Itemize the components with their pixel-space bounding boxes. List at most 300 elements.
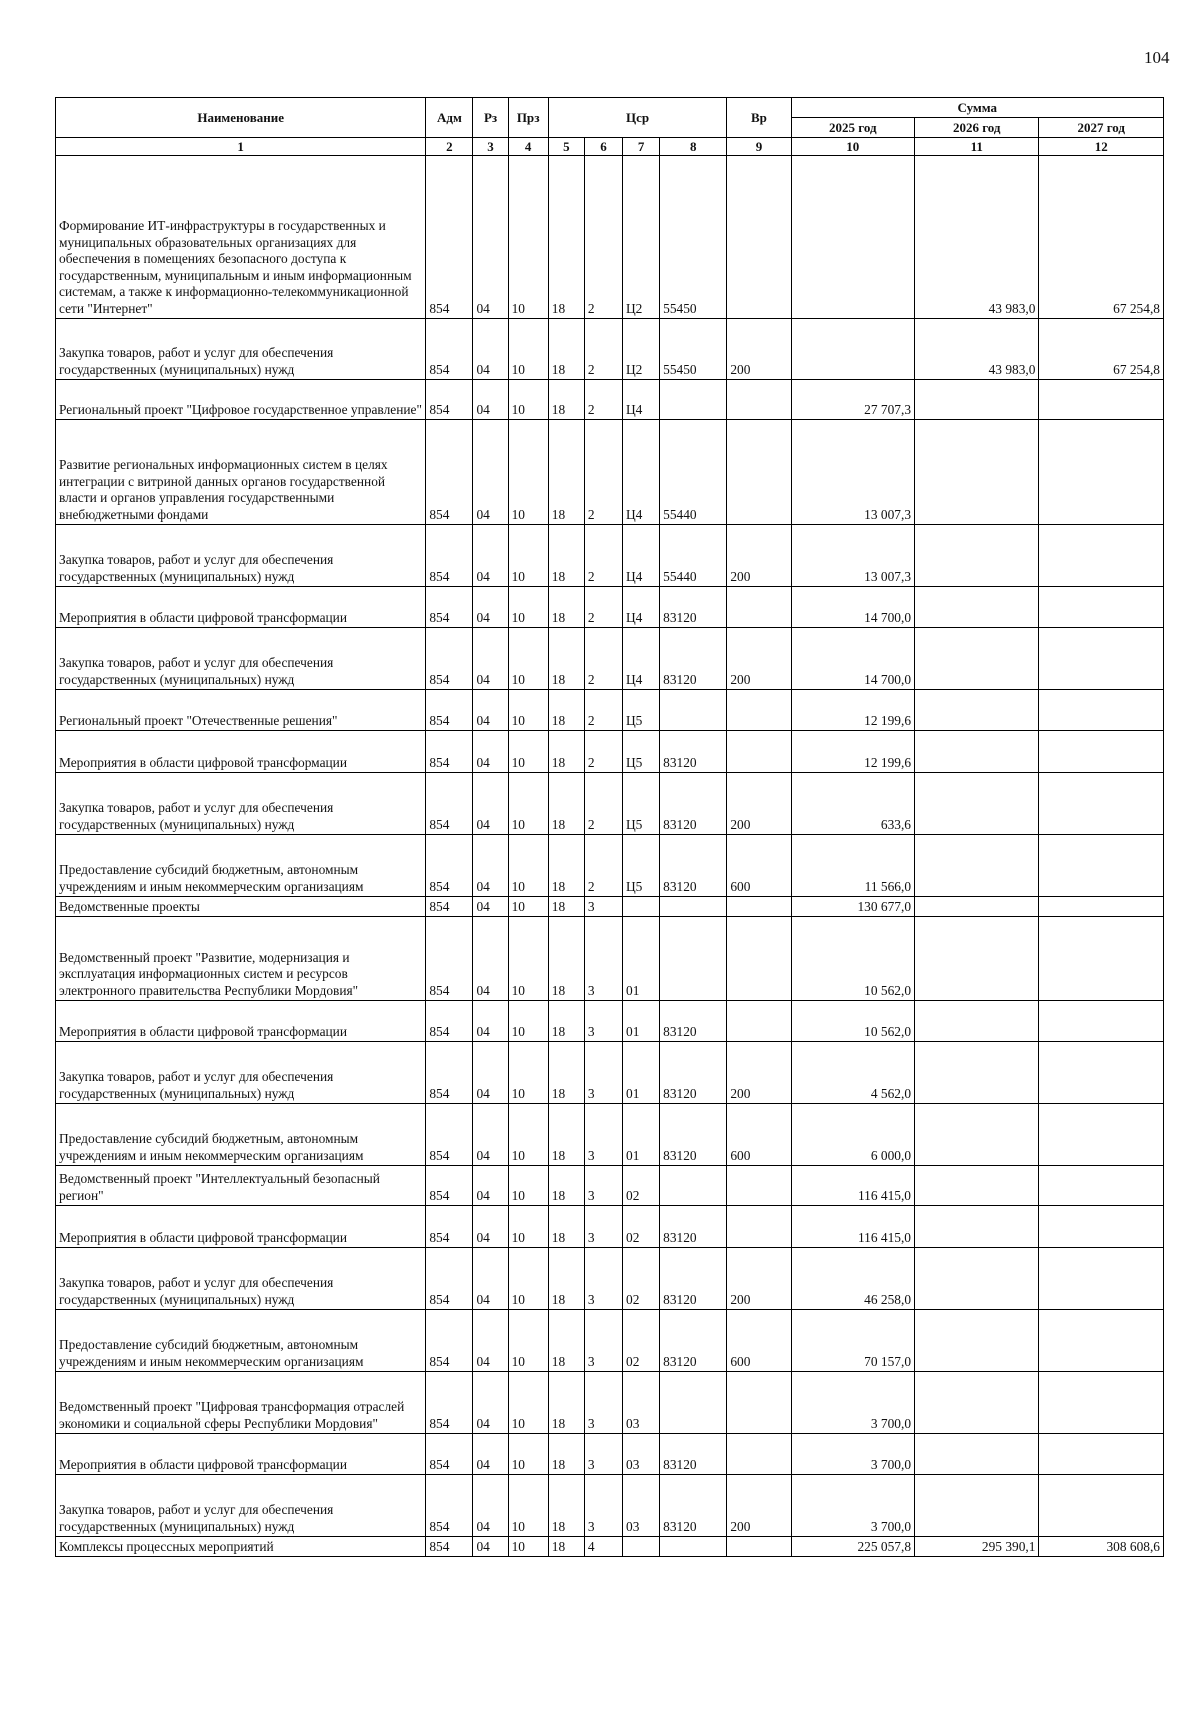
cell-csr-1: 18 [548, 156, 584, 319]
cell-2025: 6 000,0 [791, 1104, 914, 1166]
cell-adm: 854 [426, 525, 473, 587]
table-row [56, 1001, 1164, 1042]
cell-name: Закупка товаров, работ и услуг для обеспечения государственных (муниципальных) нужд [56, 1042, 426, 1104]
cell-csr-4: 83120 [660, 1206, 727, 1248]
cell-adm: 854 [426, 1104, 473, 1166]
cell-vr [727, 156, 791, 319]
cell-csr-3: 03 [623, 1475, 660, 1537]
cell-csr-3: Ц4 [623, 380, 660, 420]
cell-csr-3: 01 [623, 1001, 660, 1042]
cell-adm: 854 [426, 897, 473, 917]
cell-2026 [915, 1001, 1039, 1042]
cell-prz: 10 [508, 1042, 548, 1104]
cell-2026 [915, 1310, 1039, 1372]
cell-adm: 854 [426, 835, 473, 897]
cell-prz: 10 [508, 897, 548, 917]
cell-csr-4: 55450 [660, 319, 727, 380]
cell-csr-4 [660, 917, 727, 1001]
cell-adm: 854 [426, 1434, 473, 1475]
cell-csr-1: 18 [548, 731, 584, 773]
cell-rz: 04 [473, 525, 508, 587]
cell-2025: 633,6 [791, 773, 914, 835]
cell-2026 [915, 690, 1039, 731]
cell-name: Закупка товаров, работ и услуг для обеспечения государственных (муниципальных) нужд [56, 1475, 426, 1537]
cell-name: Мероприятия в области цифровой трансформации [56, 731, 426, 773]
cell-csr-4: 83120 [660, 773, 727, 835]
cell-name: Мероприятия в области цифровой трансформации [56, 1434, 426, 1475]
budget-table [55, 97, 1164, 1557]
cell-csr-2: 2 [584, 525, 622, 587]
cell-name: Закупка товаров, работ и услуг для обеспечения государственных (муниципальных) нужд [56, 773, 426, 835]
cell-csr-1: 18 [548, 380, 584, 420]
cell-prz: 10 [508, 319, 548, 380]
cell-2027 [1039, 1104, 1164, 1166]
cell-rz: 04 [473, 156, 508, 319]
cell-2026 [915, 1475, 1039, 1537]
cell-2027 [1039, 1434, 1164, 1475]
table-row [56, 380, 1164, 420]
cell-adm: 854 [426, 917, 473, 1001]
cell-prz: 10 [508, 1206, 548, 1248]
cell-rz: 04 [473, 690, 508, 731]
cell-csr-4: 83120 [660, 628, 727, 690]
cell-csr-4 [660, 897, 727, 917]
table-row [56, 1206, 1164, 1248]
cell-2027 [1039, 1310, 1164, 1372]
cell-adm: 854 [426, 156, 473, 319]
cell-name: Предоставление субсидий бюджетным, автономным учреждениям и иным некоммерческим организациям [56, 1310, 426, 1372]
table-row [56, 1537, 1164, 1557]
cell-csr-2: 3 [584, 1166, 622, 1206]
cell-name: Ведомственные проекты [56, 897, 426, 917]
cell-prz: 10 [508, 1001, 548, 1042]
cell-csr-4: 83120 [660, 1434, 727, 1475]
cell-prz: 10 [508, 1537, 548, 1557]
cell-rz: 04 [473, 731, 508, 773]
header-row [56, 98, 1164, 118]
table-row [56, 897, 1164, 917]
cell-2027 [1039, 380, 1164, 420]
table-row [56, 1104, 1164, 1166]
cell-2025: 10 562,0 [791, 917, 914, 1001]
cell-2026 [915, 1434, 1039, 1475]
cell-rz: 04 [473, 380, 508, 420]
cell-vr [727, 1537, 791, 1557]
cell-prz: 10 [508, 1434, 548, 1475]
cell-vr [727, 897, 791, 917]
cell-adm: 854 [426, 731, 473, 773]
cell-2026 [915, 525, 1039, 587]
cell-2026 [915, 917, 1039, 1001]
cell-2025: 3 700,0 [791, 1372, 914, 1434]
cell-2025: 46 258,0 [791, 1248, 914, 1310]
column-number: 8 [660, 138, 727, 156]
cell-2025: 70 157,0 [791, 1310, 914, 1372]
cell-csr-2: 4 [584, 1537, 622, 1557]
cell-csr-3: Ц5 [623, 773, 660, 835]
cell-csr-3: 02 [623, 1166, 660, 1206]
cell-csr-2: 3 [584, 1434, 622, 1475]
cell-csr-2: 3 [584, 897, 622, 917]
cell-csr-1: 18 [548, 1001, 584, 1042]
cell-rz: 04 [473, 1104, 508, 1166]
cell-rz: 04 [473, 1001, 508, 1042]
cell-2027 [1039, 1166, 1164, 1206]
cell-csr-1: 18 [548, 897, 584, 917]
cell-name: Предоставление субсидий бюджетным, автономным учреждениям и иным некоммерческим организациям [56, 835, 426, 897]
cell-csr-1: 18 [548, 1248, 584, 1310]
cell-2027 [1039, 1475, 1164, 1537]
cell-prz: 10 [508, 1166, 548, 1206]
cell-prz: 10 [508, 1248, 548, 1310]
cell-csr-1: 18 [548, 917, 584, 1001]
cell-adm: 854 [426, 1310, 473, 1372]
cell-rz: 04 [473, 1475, 508, 1537]
cell-csr-4 [660, 690, 727, 731]
table-row [56, 1166, 1164, 1206]
cell-name: Закупка товаров, работ и услуг для обеспечения государственных (муниципальных) нужд [56, 628, 426, 690]
cell-csr-4: 83120 [660, 835, 727, 897]
cell-adm: 854 [426, 1206, 473, 1248]
cell-2027 [1039, 835, 1164, 897]
cell-csr-2: 2 [584, 156, 622, 319]
table-row [56, 1248, 1164, 1310]
cell-2027 [1039, 1248, 1164, 1310]
cell-csr-1: 18 [548, 1104, 584, 1166]
cell-vr [727, 1001, 791, 1042]
cell-csr-1: 18 [548, 1475, 584, 1537]
cell-vr: 200 [727, 1248, 791, 1310]
cell-csr-3: Ц2 [623, 156, 660, 319]
cell-vr: 600 [727, 1104, 791, 1166]
cell-2025: 116 415,0 [791, 1166, 914, 1206]
cell-csr-4: 83120 [660, 587, 727, 628]
cell-name: Закупка товаров, работ и услуг для обеспечения государственных (муниципальных) нужд [56, 319, 426, 380]
cell-csr-3: 03 [623, 1434, 660, 1475]
cell-2026 [915, 628, 1039, 690]
table-body [56, 156, 1164, 1557]
cell-adm: 854 [426, 1001, 473, 1042]
table-row [56, 525, 1164, 587]
cell-vr [727, 420, 791, 525]
header-adm: Адм [426, 98, 473, 138]
cell-rz: 04 [473, 1537, 508, 1557]
column-number: 10 [791, 138, 914, 156]
cell-adm: 854 [426, 1248, 473, 1310]
cell-csr-2: 2 [584, 420, 622, 525]
cell-2026: 295 390,1 [915, 1537, 1039, 1557]
cell-rz: 04 [473, 319, 508, 380]
cell-2025: 225 057,8 [791, 1537, 914, 1557]
cell-csr-4: 83120 [660, 731, 727, 773]
cell-csr-2: 3 [584, 1001, 622, 1042]
cell-2026 [915, 1248, 1039, 1310]
cell-csr-1: 18 [548, 420, 584, 525]
column-numbers-row [56, 138, 1164, 156]
header-csr: Цср [548, 98, 727, 138]
cell-vr [727, 731, 791, 773]
cell-2026 [915, 731, 1039, 773]
cell-csr-3: Ц5 [623, 690, 660, 731]
header-prz: Прз [508, 98, 548, 138]
header-2025: 2025 год [791, 118, 914, 138]
cell-name: Мероприятия в области цифровой трансформации [56, 1206, 426, 1248]
cell-vr: 200 [727, 319, 791, 380]
cell-csr-2: 2 [584, 690, 622, 731]
cell-csr-3: Ц4 [623, 420, 660, 525]
cell-name: Мероприятия в области цифровой трансформации [56, 587, 426, 628]
cell-2025: 14 700,0 [791, 587, 914, 628]
cell-name: Мероприятия в области цифровой трансформации [56, 1001, 426, 1042]
column-number: 2 [426, 138, 473, 156]
cell-2027 [1039, 731, 1164, 773]
table-row [56, 917, 1164, 1001]
table-row [56, 1372, 1164, 1434]
cell-csr-2: 2 [584, 380, 622, 420]
cell-csr-2: 3 [584, 1104, 622, 1166]
cell-csr-4: 83120 [660, 1104, 727, 1166]
cell-csr-1: 18 [548, 1372, 584, 1434]
cell-2026: 43 983,0 [915, 156, 1039, 319]
cell-csr-1: 18 [548, 628, 584, 690]
cell-rz: 04 [473, 1042, 508, 1104]
cell-adm: 854 [426, 1042, 473, 1104]
cell-2025: 12 199,6 [791, 731, 914, 773]
cell-name: Ведомственный проект "Интеллектуальный безопасный регион" [56, 1166, 426, 1206]
cell-csr-3: Ц2 [623, 319, 660, 380]
header-name: Наименование [56, 98, 426, 138]
cell-rz: 04 [473, 835, 508, 897]
cell-2025: 116 415,0 [791, 1206, 914, 1248]
cell-vr [727, 1372, 791, 1434]
cell-csr-1: 18 [548, 1166, 584, 1206]
column-number: 4 [508, 138, 548, 156]
cell-csr-2: 3 [584, 1206, 622, 1248]
cell-vr: 200 [727, 773, 791, 835]
cell-csr-3: Ц5 [623, 731, 660, 773]
column-number: 7 [623, 138, 660, 156]
table-row [56, 420, 1164, 525]
cell-2027 [1039, 1001, 1164, 1042]
cell-csr-2: 3 [584, 1475, 622, 1537]
cell-prz: 10 [508, 731, 548, 773]
cell-csr-4 [660, 1372, 727, 1434]
cell-prz: 10 [508, 690, 548, 731]
cell-2027 [1039, 1206, 1164, 1248]
cell-name: Региональный проект "Отечественные решения" [56, 690, 426, 731]
cell-csr-3: Ц5 [623, 835, 660, 897]
cell-csr-1: 18 [548, 1310, 584, 1372]
cell-rz: 04 [473, 1248, 508, 1310]
cell-csr-3: Ц4 [623, 587, 660, 628]
cell-csr-2: 2 [584, 731, 622, 773]
cell-2026 [915, 773, 1039, 835]
cell-2027 [1039, 690, 1164, 731]
cell-csr-2: 2 [584, 628, 622, 690]
cell-name: Закупка товаров, работ и услуг для обеспечения государственных (муниципальных) нужд [56, 525, 426, 587]
cell-prz: 10 [508, 525, 548, 587]
cell-csr-2: 2 [584, 319, 622, 380]
cell-2025: 13 007,3 [791, 525, 914, 587]
cell-vr: 200 [727, 525, 791, 587]
cell-csr-3: 02 [623, 1310, 660, 1372]
cell-prz: 10 [508, 380, 548, 420]
cell-rz: 04 [473, 1434, 508, 1475]
cell-rz: 04 [473, 1166, 508, 1206]
table-row [56, 1310, 1164, 1372]
cell-rz: 04 [473, 1310, 508, 1372]
cell-vr: 200 [727, 1042, 791, 1104]
cell-csr-4: 83120 [660, 1475, 727, 1537]
cell-2027 [1039, 897, 1164, 917]
header-sum: Сумма [791, 98, 1163, 118]
cell-csr-2: 2 [584, 773, 622, 835]
cell-prz: 10 [508, 1104, 548, 1166]
cell-csr-4: 55450 [660, 156, 727, 319]
cell-prz: 10 [508, 1475, 548, 1537]
cell-prz: 10 [508, 835, 548, 897]
cell-name: Комплексы процессных мероприятий [56, 1537, 426, 1557]
table-row [56, 1434, 1164, 1475]
cell-csr-2: 3 [584, 1310, 622, 1372]
cell-2026 [915, 420, 1039, 525]
cell-adm: 854 [426, 1537, 473, 1557]
cell-2025: 14 700,0 [791, 628, 914, 690]
table-row [56, 587, 1164, 628]
cell-name: Закупка товаров, работ и услуг для обеспечения государственных (муниципальных) нужд [56, 1248, 426, 1310]
cell-csr-2: 3 [584, 1372, 622, 1434]
cell-2027 [1039, 628, 1164, 690]
column-number: 1 [56, 138, 426, 156]
cell-2027 [1039, 773, 1164, 835]
cell-adm: 854 [426, 1372, 473, 1434]
cell-csr-1: 18 [548, 1206, 584, 1248]
cell-2027: 67 254,8 [1039, 156, 1164, 319]
cell-csr-2: 3 [584, 917, 622, 1001]
cell-2025 [791, 319, 914, 380]
cell-rz: 04 [473, 897, 508, 917]
table-row [56, 773, 1164, 835]
cell-2025: 12 199,6 [791, 690, 914, 731]
cell-csr-3: 01 [623, 917, 660, 1001]
cell-2027 [1039, 587, 1164, 628]
cell-2026 [915, 587, 1039, 628]
cell-vr: 600 [727, 835, 791, 897]
table-row [56, 319, 1164, 380]
cell-rz: 04 [473, 628, 508, 690]
cell-2027: 308 608,6 [1039, 1537, 1164, 1557]
page-number: 104 [1144, 48, 1170, 67]
cell-2026 [915, 835, 1039, 897]
header-2026: 2026 год [915, 118, 1039, 138]
cell-adm: 854 [426, 380, 473, 420]
cell-adm: 854 [426, 773, 473, 835]
cell-vr: 200 [727, 1475, 791, 1537]
cell-csr-3: Ц4 [623, 525, 660, 587]
cell-2026 [915, 1206, 1039, 1248]
cell-rz: 04 [473, 773, 508, 835]
cell-csr-4: 83120 [660, 1310, 727, 1372]
column-number: 5 [548, 138, 584, 156]
cell-adm: 854 [426, 1475, 473, 1537]
column-number: 12 [1039, 138, 1164, 156]
cell-csr-1: 18 [548, 319, 584, 380]
cell-name: Ведомственный проект "Развитие, модернизация и эксплуатация информационных систем и ресурсов электронного правительства Республики Мордовия" [56, 917, 426, 1001]
cell-2026 [915, 1372, 1039, 1434]
cell-2026 [915, 380, 1039, 420]
cell-prz: 10 [508, 917, 548, 1001]
cell-adm: 854 [426, 420, 473, 525]
table-row [56, 1042, 1164, 1104]
cell-csr-2: 3 [584, 1248, 622, 1310]
cell-rz: 04 [473, 917, 508, 1001]
cell-csr-3 [623, 897, 660, 917]
column-number: 11 [915, 138, 1039, 156]
cell-vr: 600 [727, 1310, 791, 1372]
cell-2025: 27 707,3 [791, 380, 914, 420]
cell-vr [727, 917, 791, 1001]
cell-2027 [1039, 420, 1164, 525]
cell-adm: 854 [426, 690, 473, 731]
cell-csr-3: Ц4 [623, 628, 660, 690]
cell-2025: 3 700,0 [791, 1434, 914, 1475]
cell-csr-1: 18 [548, 525, 584, 587]
cell-vr [727, 1166, 791, 1206]
cell-prz: 10 [508, 420, 548, 525]
table-row [56, 690, 1164, 731]
cell-2025: 10 562,0 [791, 1001, 914, 1042]
cell-csr-4: 83120 [660, 1042, 727, 1104]
table-row [56, 731, 1164, 773]
cell-name: Предоставление субсидий бюджетным, автономным учреждениям и иным некоммерческим организациям [56, 1104, 426, 1166]
cell-csr-2: 2 [584, 835, 622, 897]
cell-prz: 10 [508, 156, 548, 319]
cell-2025: 4 562,0 [791, 1042, 914, 1104]
cell-csr-4: 55440 [660, 525, 727, 587]
cell-2026 [915, 1166, 1039, 1206]
cell-prz: 10 [508, 587, 548, 628]
header-2027: 2027 год [1039, 118, 1164, 138]
cell-csr-4 [660, 380, 727, 420]
column-number: 9 [727, 138, 791, 156]
cell-prz: 10 [508, 1372, 548, 1434]
cell-csr-3: 03 [623, 1372, 660, 1434]
cell-name: Формирование ИТ-инфраструктуры в государственных и муниципальных образовательных организациях для обеспечения в помещениях безопасного доступа к государственным, муниципальным и иным информационным системам, а также к информационно-телекоммуникационной сети "Интернет" [56, 156, 426, 319]
header-rz: Рз [473, 98, 508, 138]
cell-2025 [791, 156, 914, 319]
cell-csr-3 [623, 1537, 660, 1557]
cell-csr-4: 83120 [660, 1001, 727, 1042]
cell-csr-3: 02 [623, 1206, 660, 1248]
cell-2025: 11 566,0 [791, 835, 914, 897]
cell-vr [727, 587, 791, 628]
cell-2027 [1039, 1372, 1164, 1434]
table-row [56, 1475, 1164, 1537]
cell-prz: 10 [508, 1310, 548, 1372]
cell-2026 [915, 1042, 1039, 1104]
cell-2027 [1039, 917, 1164, 1001]
cell-csr-1: 18 [548, 835, 584, 897]
cell-2025: 130 677,0 [791, 897, 914, 917]
cell-vr [727, 690, 791, 731]
cell-2027 [1039, 525, 1164, 587]
column-number: 6 [584, 138, 622, 156]
cell-name: Региональный проект "Цифровое государственное управление" [56, 380, 426, 420]
cell-prz: 10 [508, 773, 548, 835]
cell-2027 [1039, 1042, 1164, 1104]
cell-csr-4 [660, 1537, 727, 1557]
cell-csr-1: 18 [548, 1042, 584, 1104]
